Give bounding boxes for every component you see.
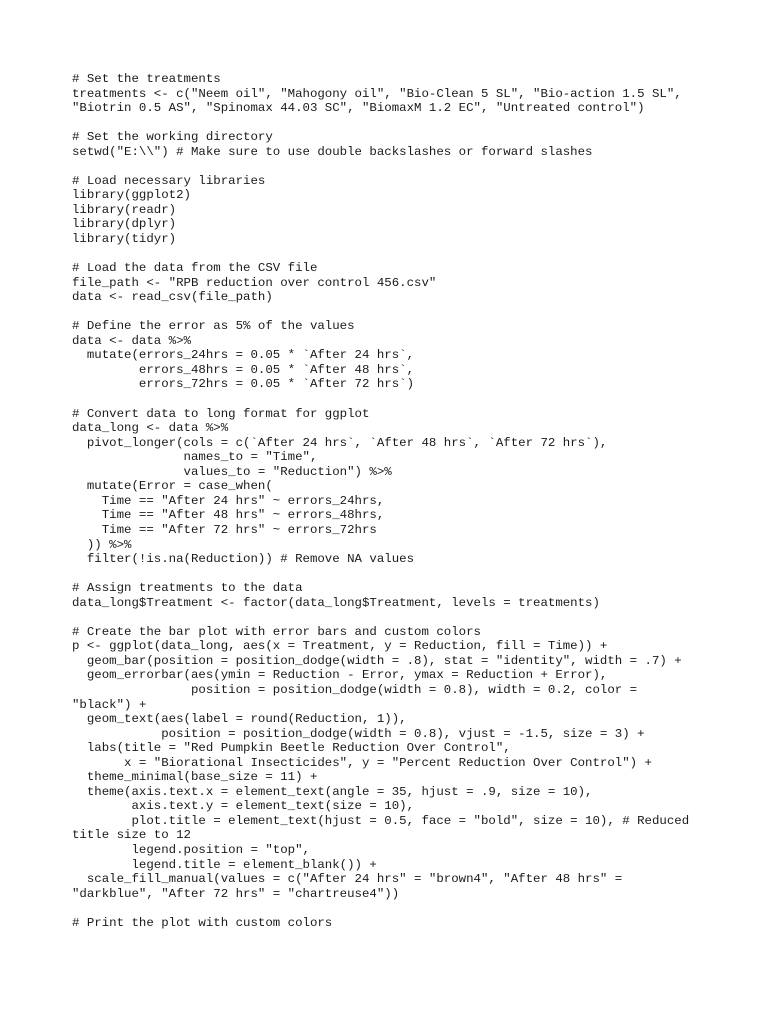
code-line: library(tidyr) <box>72 232 177 247</box>
code-line: x = "Biorational Insecticides", y = "Percent Reduction Over Control") + <box>72 755 652 770</box>
code-line: errors_48hrs = 0.05 * `After 48 hrs`, <box>72 362 415 377</box>
r-code-block <box>72 72 732 930</box>
code-line: axis.text.y = element_text(size = 10), <box>72 799 415 814</box>
blank-line <box>72 247 732 262</box>
code-line: Time == "After 72 hrs" ~ errors_72hrs <box>72 522 377 537</box>
code-line: plot.title = element_text(hjust = 0.5, face = "bold", size = 10), # Reduced <box>72 813 690 828</box>
code-line: legend.title = element_blank()) + <box>72 857 377 872</box>
code-line: data <- data %>% <box>72 333 191 348</box>
code-line: library(dplyr) <box>72 217 177 232</box>
code-line: library(ggplot2) <box>72 188 191 203</box>
code-line: "black") + <box>72 697 147 712</box>
comment-line: # Define the error as 5% of the values <box>72 319 355 334</box>
comment-line: # Set the working directory <box>72 130 273 145</box>
code-line: title size to 12 <box>72 828 191 843</box>
code-line: legend.position = "top", <box>72 842 310 857</box>
code-line: library(readr) <box>72 202 177 217</box>
comment-line: # Assign treatments to the data <box>72 581 303 596</box>
code-line: "darkblue", "After 72 hrs" = "chartreuse4")) <box>72 886 400 901</box>
code-line: pivot_longer(cols = c(`After 24 hrs`, `After 48 hrs`, `After 72 hrs`), <box>72 435 608 450</box>
code-line: values_to = "Reduction") %>% <box>72 464 392 479</box>
comment-line: # Load necessary libraries <box>72 173 266 188</box>
blank-line <box>72 610 732 625</box>
comment-line: # Convert data to long format for ggplot <box>72 406 370 421</box>
code-line: data <- read_csv(file_path) <box>72 290 273 305</box>
code-line: treatments <- c("Neem oil", "Mahogony oil", "Bio-Clean 5 SL", "Bio-action 1.5 SL", <box>72 86 682 101</box>
code-line: setwd("E:\\") # Make sure to use double backslashes or forward slashes <box>72 144 593 159</box>
document-page <box>72 72 732 930</box>
comment-line: # Set the treatments <box>72 72 221 86</box>
comment-line: # Load the data from the CSV file <box>72 261 318 276</box>
code-line: theme_minimal(base_size = 11) + <box>72 770 318 785</box>
blank-line <box>72 116 732 131</box>
code-line: labs(title = "Red Pumpkin Beetle Reduction Over Control", <box>72 741 511 756</box>
code-line: position = position_dodge(width = 0.8), width = 0.2, color = <box>72 682 638 697</box>
code-line: p <- ggplot(data_long, aes(x = Treatment, y = Reduction, fill = Time)) + <box>72 639 608 654</box>
code-line: errors_72hrs = 0.05 * `After 72 hrs`) <box>72 377 415 392</box>
code-line: )) %>% <box>72 537 132 552</box>
code-line: position = position_dodge(width = 0.8), vjust = -1.5, size = 3) + <box>72 726 645 741</box>
code-line: data_long$Treatment <- factor(data_long$Treatment, levels = treatments) <box>72 595 600 610</box>
comment-line: # Create the bar plot with error bars and custom colors <box>72 624 481 639</box>
blank-line <box>72 305 732 320</box>
code-line: geom_errorbar(aes(ymin = Reduction - Error, ymax = Reduction + Error), <box>72 668 608 683</box>
blank-line <box>72 901 732 916</box>
blank-line <box>72 392 732 407</box>
code-line: Time == "After 24 hrs" ~ errors_24hrs, <box>72 493 385 508</box>
code-line: mutate(Error = case_when( <box>72 479 273 494</box>
blank-line <box>72 567 732 582</box>
code-line: names_to = "Time", <box>72 450 318 465</box>
code-line: scale_fill_manual(values = c("After 24 hrs" = "brown4", "After 48 hrs" = <box>72 872 623 887</box>
code-line: Time == "After 48 hrs" ~ errors_48hrs, <box>72 508 385 523</box>
code-line: geom_bar(position = position_dodge(width = .8), stat = "identity", width = .7) + <box>72 653 682 668</box>
code-line: mutate(errors_24hrs = 0.05 * `After 24 hrs`, <box>72 348 415 363</box>
code-line: filter(!is.na(Reduction)) # Remove NA values <box>72 552 415 567</box>
comment-line: # Print the plot with custom colors <box>72 915 333 930</box>
code-line: theme(axis.text.x = element_text(angle = 35, hjust = .9, size = 10), <box>72 784 593 799</box>
code-line: "Biotrin 0.5 AS", "Spinomax 44.03 SC", "BiomaxM 1.2 EC", "Untreated control") <box>72 101 645 116</box>
code-line: file_path <- "RPB reduction over control 456.csv" <box>72 275 437 290</box>
code-line: geom_text(aes(label = round(Reduction, 1)), <box>72 712 407 727</box>
code-line: data_long <- data %>% <box>72 421 229 436</box>
blank-line <box>72 159 732 174</box>
